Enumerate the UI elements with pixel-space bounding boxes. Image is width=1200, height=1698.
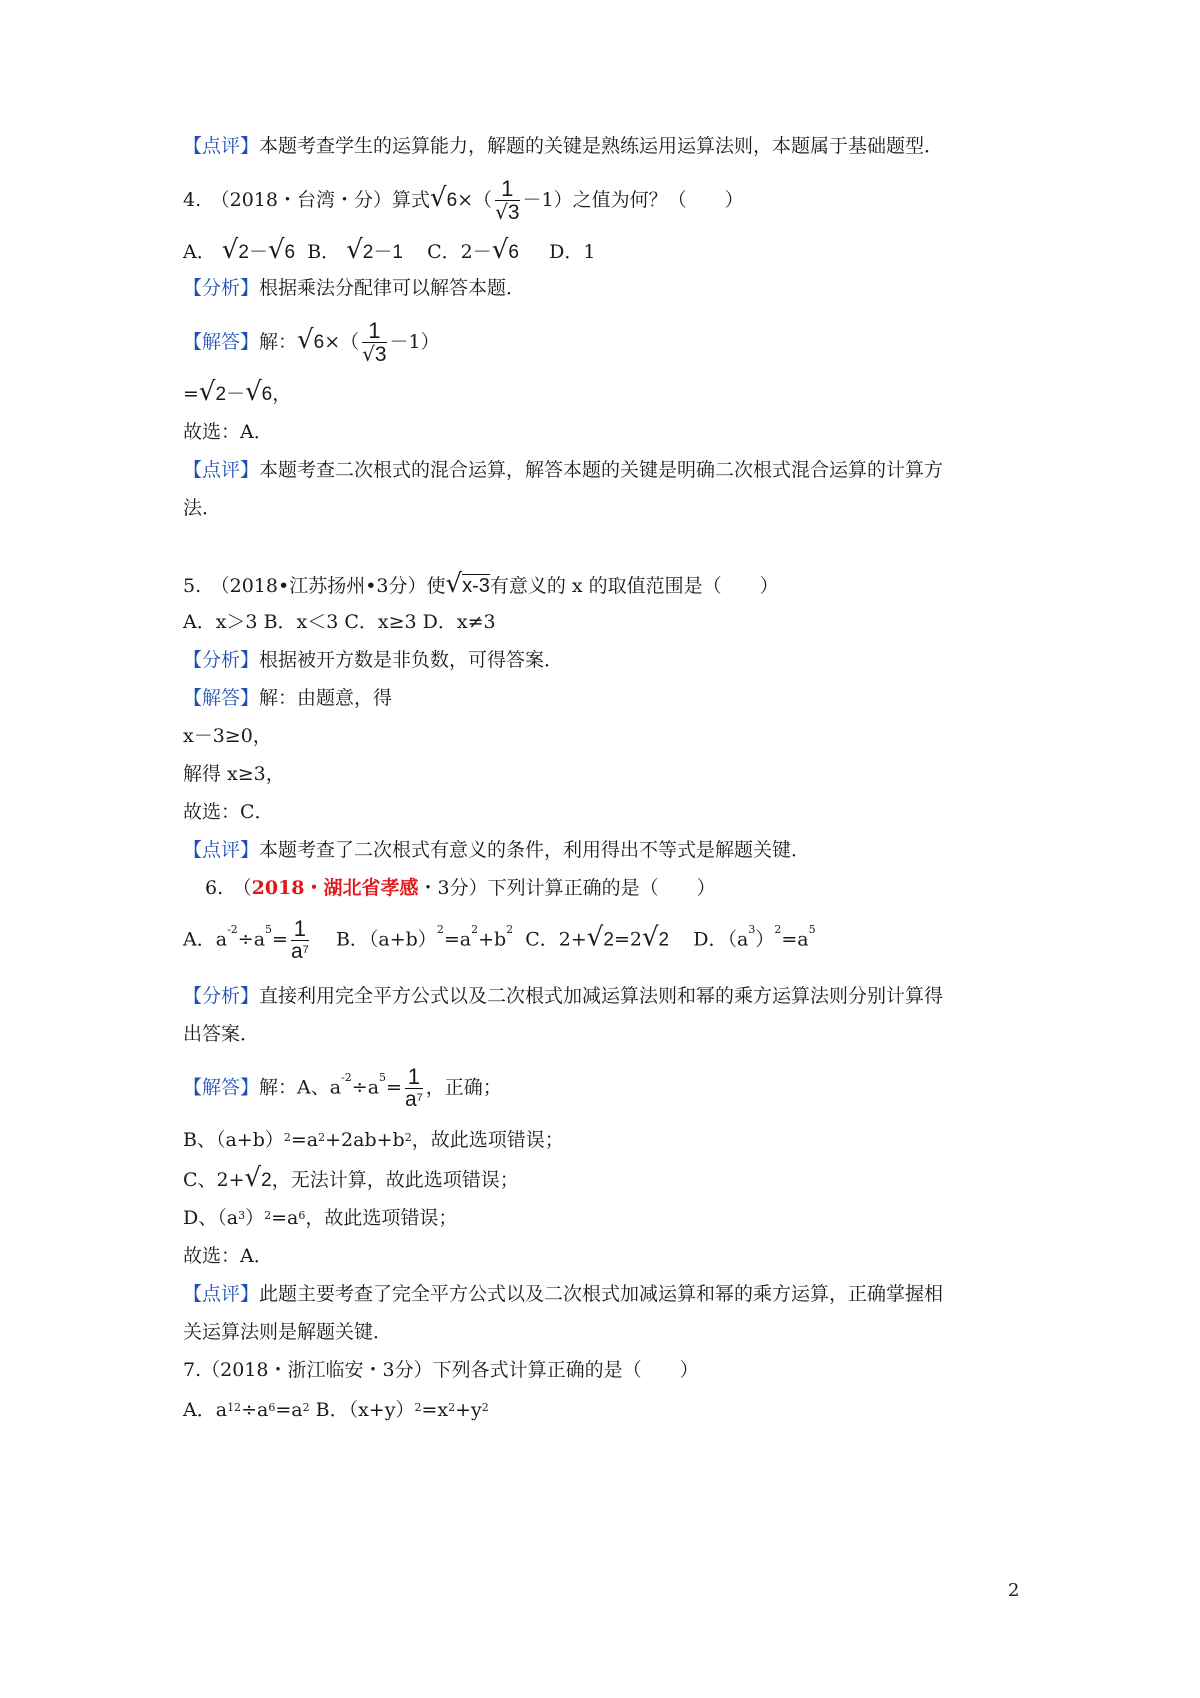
question-4-stem	[183, 178, 744, 224]
sqrt-icon: √	[244, 1163, 262, 1193]
q5-stem-a: 5. （2018•江苏扬州•3分）使	[183, 575, 446, 597]
exponent: 12	[227, 1401, 242, 1414]
exponent: 2	[481, 1401, 489, 1414]
equals-sign: =	[272, 928, 288, 951]
divide: ÷a	[351, 1076, 380, 1099]
q6-num: 6. （	[205, 877, 252, 899]
equals-sign: =	[386, 1076, 402, 1099]
exponent: 7	[416, 1092, 423, 1104]
sqrt-icon: √	[445, 569, 463, 599]
comment-text: 本题考查了二次根式有意义的条件，利用得出不等式是解题关键．	[259, 839, 811, 861]
fraction-base: a	[290, 940, 303, 963]
line-text: +2ab+b	[325, 1129, 405, 1151]
answer-text: 解：	[259, 331, 298, 353]
option-value: 1	[392, 242, 403, 263]
q6-line-b	[183, 1126, 564, 1154]
answer-end: ，正确；	[425, 1076, 502, 1099]
q6-answer	[183, 1066, 502, 1111]
option-part: +b	[478, 928, 507, 951]
q6-analysis	[183, 982, 943, 1010]
answer-tag: 【解答】	[183, 1076, 260, 1099]
q7-option-a: A．a	[183, 1399, 228, 1421]
analysis-text: 根据乘法分配律可以解答本题．	[259, 277, 526, 299]
exponent: 2	[436, 923, 444, 936]
q5-step-1	[183, 722, 272, 750]
answer-fraction	[405, 1066, 423, 1111]
q6-option-b: B．（a+b）	[335, 928, 437, 951]
sqrt-icon: √	[586, 922, 604, 953]
sqrt-icon: √	[362, 342, 375, 366]
exponent: 2	[404, 1131, 412, 1144]
answer-tail: －1）	[389, 331, 440, 353]
step-text: x－3≥0，	[183, 725, 272, 747]
q4-answer	[183, 320, 440, 366]
comment-line	[183, 132, 943, 160]
sqrt-icon: √	[641, 922, 659, 953]
q6-option-d: D．（a	[693, 928, 749, 951]
radicand: 6	[313, 332, 325, 353]
radicand: 2	[362, 242, 374, 263]
question-4-options	[183, 236, 595, 267]
question-5-stem	[183, 570, 779, 600]
option-part: =a	[275, 1399, 303, 1421]
minus-sign: －	[226, 383, 246, 405]
sqrt-icon: √	[495, 200, 508, 224]
fraction-base: a	[404, 1088, 417, 1111]
exponent: 5	[808, 923, 816, 936]
exponent: 6	[268, 1401, 276, 1414]
q5-comment	[183, 836, 810, 864]
q4-comment	[183, 456, 943, 484]
equals-sign: =	[183, 383, 199, 405]
radicand: 6	[284, 242, 296, 263]
line-text: =a	[271, 1207, 299, 1229]
exponent: 3	[748, 923, 756, 936]
answer-tag: 【解答】	[183, 687, 260, 709]
q5-options: A．x＞3 B．x＜3 C．x≥3 D．x≠3	[183, 611, 496, 633]
q4-radicand: 6	[446, 190, 458, 211]
q5-step-2	[183, 760, 285, 788]
exponent: 2	[774, 923, 782, 936]
analysis-text: 根据被开方数是非负数，可得答案．	[259, 649, 564, 671]
fraction-numerator: 1	[362, 320, 386, 343]
q6-fraction	[291, 918, 309, 963]
question-6-stem	[205, 874, 716, 902]
q6-option-a: A．a	[183, 928, 228, 951]
comment-text: 本题考查二次根式的混合运算，解答本题的关键是明确二次根式混合运算的计算方	[259, 459, 944, 481]
q4-step-1	[183, 378, 291, 409]
q5-analysis	[183, 646, 563, 674]
q4-fraction	[495, 178, 519, 224]
analysis-tag: 【分析】	[183, 985, 260, 1007]
sqrt-icon: √	[245, 377, 262, 407]
q4-option-c: C．2－	[427, 241, 492, 263]
q5-choose	[183, 798, 274, 826]
radicand: 2	[215, 384, 227, 405]
line-text: ，故此选项错误；	[305, 1207, 458, 1229]
q4-stem-a: 4. （2018・台湾・分）算式	[183, 189, 430, 211]
exponent: 2	[448, 1401, 456, 1414]
answer-times: ×（	[324, 331, 360, 353]
q4-option-b: B．	[307, 241, 341, 263]
sqrt-icon: √	[297, 325, 314, 355]
sqrt-icon: √	[267, 235, 285, 265]
fraction-numerator: 1	[405, 1066, 423, 1089]
analysis-tag: 【分析】	[183, 649, 260, 671]
fraction-numerator: 1	[495, 178, 519, 201]
sqrt-icon: √	[429, 183, 447, 213]
option-part: =x	[421, 1399, 449, 1421]
line-text: D、（a	[183, 1207, 239, 1229]
q6-analysis-cont	[183, 1020, 259, 1048]
q4-comment-cont	[183, 494, 221, 522]
comment-text: 本题考查学生的运算能力，解题的关键是熟练运用运算法则，本题属于基础题型．	[259, 135, 944, 157]
question-7-options	[183, 1396, 489, 1424]
sqrt-icon: √	[491, 235, 509, 265]
analysis-text: 直接利用完全平方公式以及二次根式加减运算法则和幂的乘方运算法则分别计算得	[259, 985, 944, 1007]
option-part: ）	[755, 928, 775, 951]
radicand: 2	[238, 242, 249, 263]
sqrt-icon: √	[198, 377, 216, 407]
comment-text: 此题主要考查了完全平方公式以及二次根式加减运算和幂的乘方运算，正确掌握相	[259, 1283, 944, 1305]
line-text: ，故此选项错误；	[411, 1129, 564, 1151]
page-number: 2	[1008, 1580, 1020, 1601]
q4-stem-b: ×（	[457, 189, 493, 211]
answer-tag: 【解答】	[183, 331, 260, 353]
question-5-options	[183, 608, 496, 636]
exponent: 2	[506, 923, 514, 936]
radicand: x-3	[462, 575, 490, 597]
radicand: 6	[261, 384, 273, 405]
choose-text: 故选：A．	[183, 1245, 273, 1267]
minus-sign: －	[248, 241, 268, 263]
q7-option-b: B．（x+y）	[315, 1399, 415, 1421]
q7-stem: 7.（2018・浙江临安・3分）下列各式计算正确的是（ ）	[183, 1359, 699, 1381]
question-7-stem	[183, 1356, 699, 1384]
q6-choose	[183, 1242, 273, 1270]
line-text: =a	[290, 1129, 319, 1151]
comment-tag: 【点评】	[183, 839, 260, 861]
sqrt-icon: √	[346, 235, 363, 265]
exponent: 5	[379, 1071, 387, 1084]
minus-sign: －	[373, 241, 393, 263]
exponent: 2	[318, 1131, 326, 1144]
q6-comment-cont	[183, 1318, 392, 1346]
answer-fraction	[362, 320, 386, 366]
option-part: =a	[443, 928, 472, 951]
question-6-options	[183, 918, 816, 963]
answer-text: 解：由题意，得	[259, 687, 393, 709]
exponent: 3	[238, 1209, 246, 1222]
q4-stem-c: －1）之值为何？（ ）	[522, 189, 744, 211]
exponent: 2	[283, 1131, 291, 1144]
radicand: 2	[603, 929, 614, 951]
option-part: =a	[781, 928, 809, 951]
q6-source: 2018・湖北省孝感	[251, 877, 419, 899]
option-part: +y	[455, 1399, 482, 1421]
exponent: 5	[265, 923, 273, 936]
answer-text: 解：A、a	[259, 1076, 342, 1099]
fraction-denominator: 3	[374, 343, 387, 366]
exponent: 2	[414, 1401, 422, 1414]
line-text: B、（a+b）	[183, 1129, 284, 1151]
q5-stem-b: 有意义的 x 的取值范围是（ ）	[489, 575, 779, 597]
line-text: ，无法计算，故此选项错误；	[271, 1169, 519, 1191]
q6-stem: ・3分）下列计算正确的是（ ）	[418, 877, 716, 899]
comment-text: 法．	[183, 497, 222, 519]
exponent: 6	[298, 1209, 306, 1222]
analysis-text: 出答案．	[183, 1023, 260, 1045]
q4-choose	[183, 418, 273, 446]
exponent: 2	[302, 1401, 310, 1414]
q4-analysis	[183, 274, 525, 302]
sqrt-icon: √	[221, 235, 239, 265]
exponent: 2	[264, 1209, 272, 1222]
q6-line-d	[183, 1204, 457, 1232]
exponent: 2	[471, 923, 479, 936]
option-part: =2	[613, 928, 642, 951]
q4-option-a: A．	[183, 241, 216, 263]
radicand: 2	[261, 1170, 272, 1191]
line-text: C、2+	[183, 1169, 245, 1191]
step-end: ，	[272, 383, 292, 405]
step-text: 解得 x≥3，	[183, 763, 285, 785]
divide: ÷a	[237, 928, 266, 951]
comment-tag: 【点评】	[183, 1283, 260, 1305]
line-text: ）	[245, 1207, 265, 1229]
q6-line-c	[183, 1164, 519, 1195]
comment-tag: 【点评】	[183, 135, 260, 157]
comment-text: 关运算法则是解题关键．	[183, 1321, 393, 1343]
choose-text: 故选：C．	[183, 801, 274, 823]
exponent: 7	[302, 944, 309, 956]
q6-option-c: C．2+	[525, 928, 587, 951]
q4-option-d: D．1	[549, 241, 596, 263]
q6-comment	[183, 1280, 943, 1308]
choose-text: 故选：A．	[183, 421, 273, 443]
exponent: -2	[341, 1071, 352, 1084]
radicand: 6	[508, 242, 519, 263]
fraction-numerator: 1	[291, 918, 309, 941]
exponent: -2	[227, 923, 238, 936]
option-part: ÷a	[241, 1399, 269, 1421]
q5-answer	[183, 684, 392, 712]
analysis-tag: 【分析】	[183, 277, 260, 299]
fraction-denominator: 3	[507, 201, 520, 224]
radicand: 2	[658, 929, 670, 951]
comment-tag: 【点评】	[183, 459, 260, 481]
